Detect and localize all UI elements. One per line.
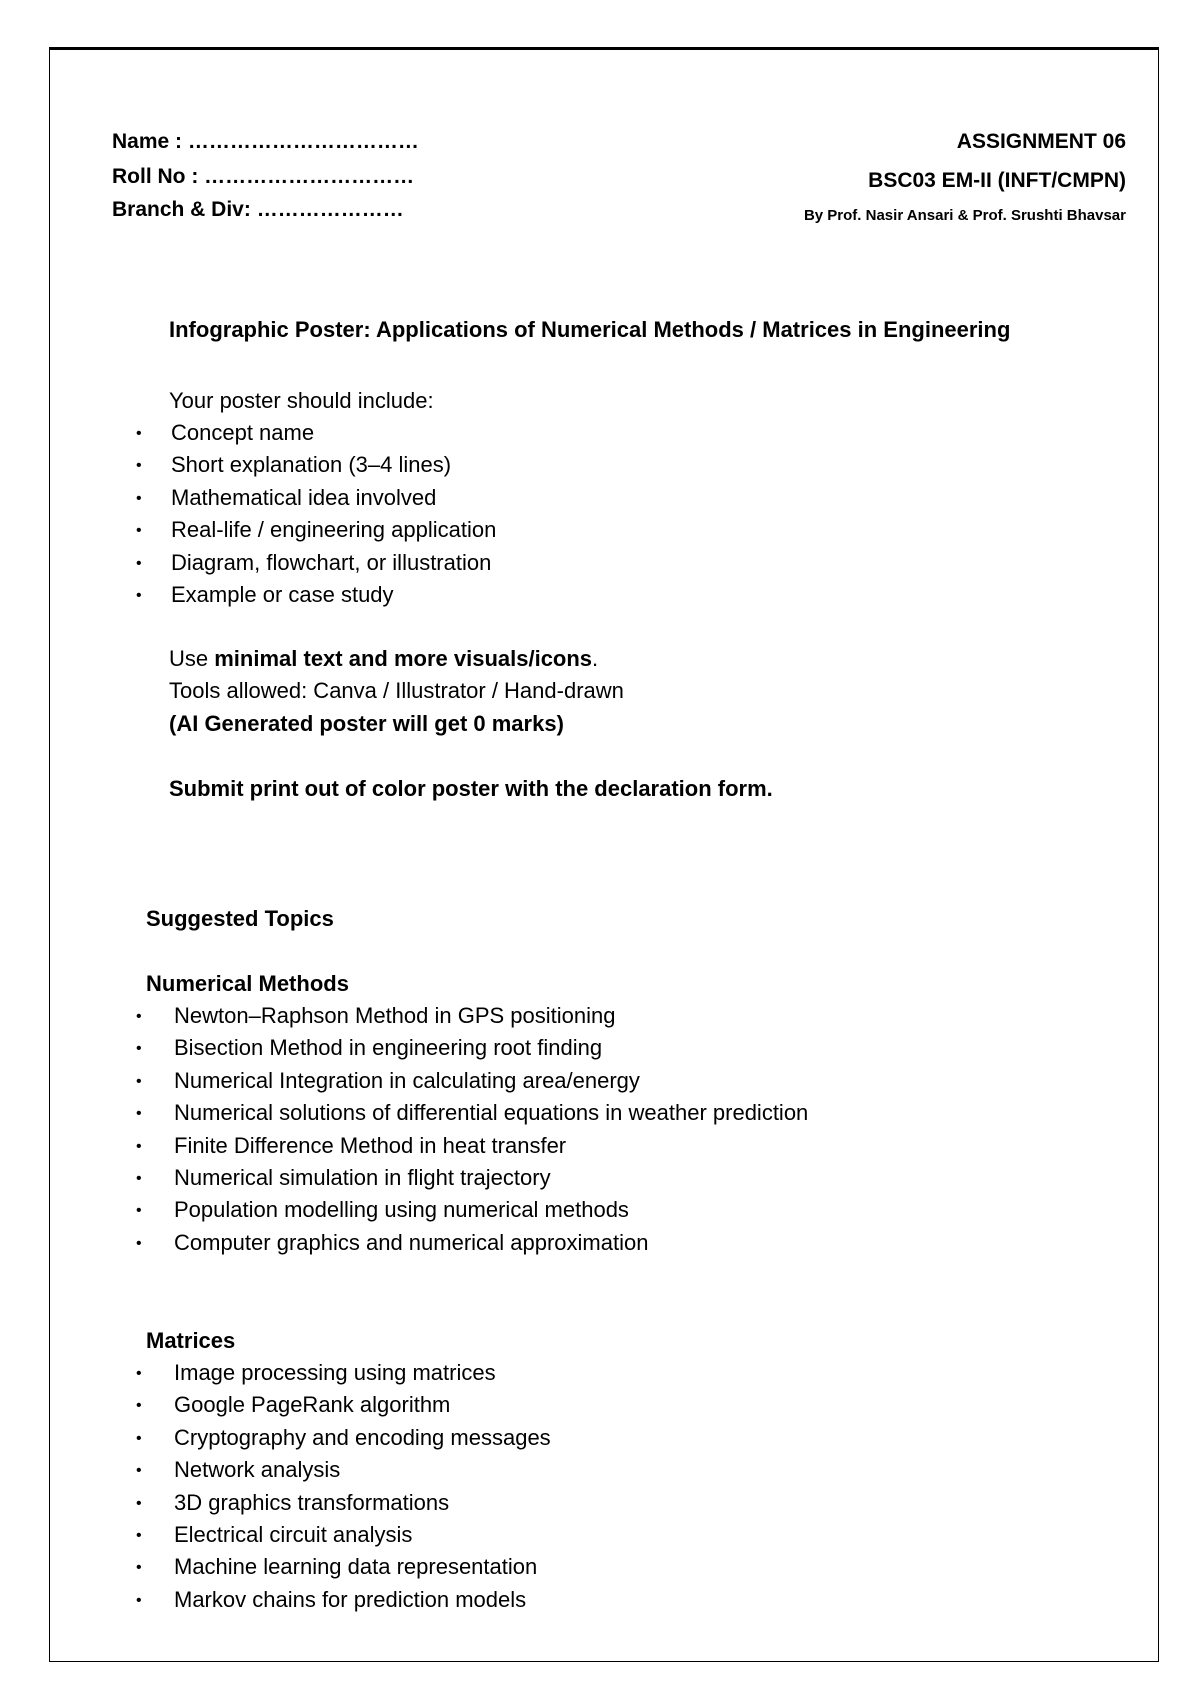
suggested-topics-heading: Suggested Topics xyxy=(146,906,334,931)
list-item-text: Example or case study xyxy=(171,581,394,607)
submission-note: Submit print out of color poster with the declaration form. xyxy=(169,776,773,801)
bullet-icon: • xyxy=(136,1526,142,1544)
bullet-icon: • xyxy=(136,1072,142,1090)
bullet-icon: • xyxy=(136,489,142,507)
list-item-text: Mathematical idea involved xyxy=(171,484,437,510)
bullet-icon: • xyxy=(136,1234,142,1252)
assignment-title: Infographic Poster: Applications of Numerical Methods / Matrices in Engineering xyxy=(169,317,1011,342)
use-prefix: Use xyxy=(169,646,215,671)
bullet-icon: • xyxy=(136,1397,142,1415)
bullet-icon: • xyxy=(136,554,142,572)
poster-intro: Your poster should include: xyxy=(169,388,434,413)
use-instruction xyxy=(169,643,598,675)
list-item-text: Markov chains for prediction models xyxy=(174,1586,527,1612)
list-item-text: Google PageRank algorithm xyxy=(174,1392,451,1418)
list-item-text: Short explanation (3–4 lines) xyxy=(171,452,452,478)
name-field-label: Name : …………………………… xyxy=(112,130,419,153)
roll-field-label: Roll No : ………………………… xyxy=(112,165,415,188)
bullet-icon: • xyxy=(136,1559,142,1577)
matrices-heading: Matrices xyxy=(146,1328,236,1353)
bullet-icon: • xyxy=(136,1591,142,1609)
list-item-text: Diagram, flowchart, or illustration xyxy=(171,549,492,575)
bullet-icon: • xyxy=(136,1169,142,1187)
bullet-icon: • xyxy=(136,1202,142,1220)
list-item-text: Finite Difference Method in heat transfer xyxy=(174,1132,567,1158)
bullet-icon: • xyxy=(136,1429,142,1447)
list-item-text: Bisection Method in engineering root finding xyxy=(174,1035,603,1061)
bullet-icon: • xyxy=(136,457,142,475)
list-item-text: Network analysis xyxy=(174,1457,341,1483)
branch-field-label: Branch & Div: ………………… xyxy=(112,198,404,221)
list-item-text: Machine learning data representation xyxy=(174,1554,538,1580)
list-item-text: Cryptography and encoding messages xyxy=(174,1424,551,1450)
use-emphasis: minimal text and more visuals/icons xyxy=(214,646,593,671)
bullet-icon: • xyxy=(136,1494,142,1512)
bullet-icon: • xyxy=(136,425,142,442)
course-code: BSC03 EM-II (INFT/CMPN) xyxy=(868,169,1126,192)
bullet-icon: • xyxy=(136,1365,142,1382)
list-item-text: Numerical Integration in calculating area/energy xyxy=(174,1067,640,1093)
list-item-text: Computer graphics and numerical approximation xyxy=(174,1229,649,1255)
list-item-text: Concept name xyxy=(171,420,315,445)
bullet-icon: • xyxy=(136,1040,142,1058)
bullet-icon: • xyxy=(136,1008,142,1025)
bullet-icon: • xyxy=(136,522,142,540)
list-item-text: Newton–Raphson Method in GPS positioning xyxy=(174,1003,616,1028)
list-item-text: 3D graphics transformations xyxy=(174,1489,450,1515)
list-item-text: Image processing using matrices xyxy=(174,1360,496,1385)
tools-allowed: Tools allowed: Canva / Illustrator / Hand-drawn xyxy=(169,678,624,703)
use-suffix: . xyxy=(592,646,599,671)
list-item-text: Population modelling using numerical methods xyxy=(174,1197,629,1223)
list-item-text: Real-life / engineering application xyxy=(171,517,497,543)
ai-warning: (AI Generated poster will get 0 marks) xyxy=(169,711,564,736)
authors: By Prof. Nasir Ansari & Prof. Srushti Bhavsar xyxy=(803,207,1126,224)
assignment-number: ASSIGNMENT 06 xyxy=(956,130,1126,153)
numerical-methods-heading: Numerical Methods xyxy=(146,971,349,996)
bullet-icon: • xyxy=(136,1462,142,1480)
list-item-text: Numerical solutions of differential equations in weather prediction xyxy=(174,1100,809,1126)
bullet-icon: • xyxy=(136,1105,142,1123)
bullet-icon: • xyxy=(136,1137,142,1155)
list-item-text: Numerical simulation in flight trajectory xyxy=(174,1164,551,1190)
list-item-text: Electrical circuit analysis xyxy=(174,1521,413,1547)
bullet-icon: • xyxy=(136,586,142,604)
